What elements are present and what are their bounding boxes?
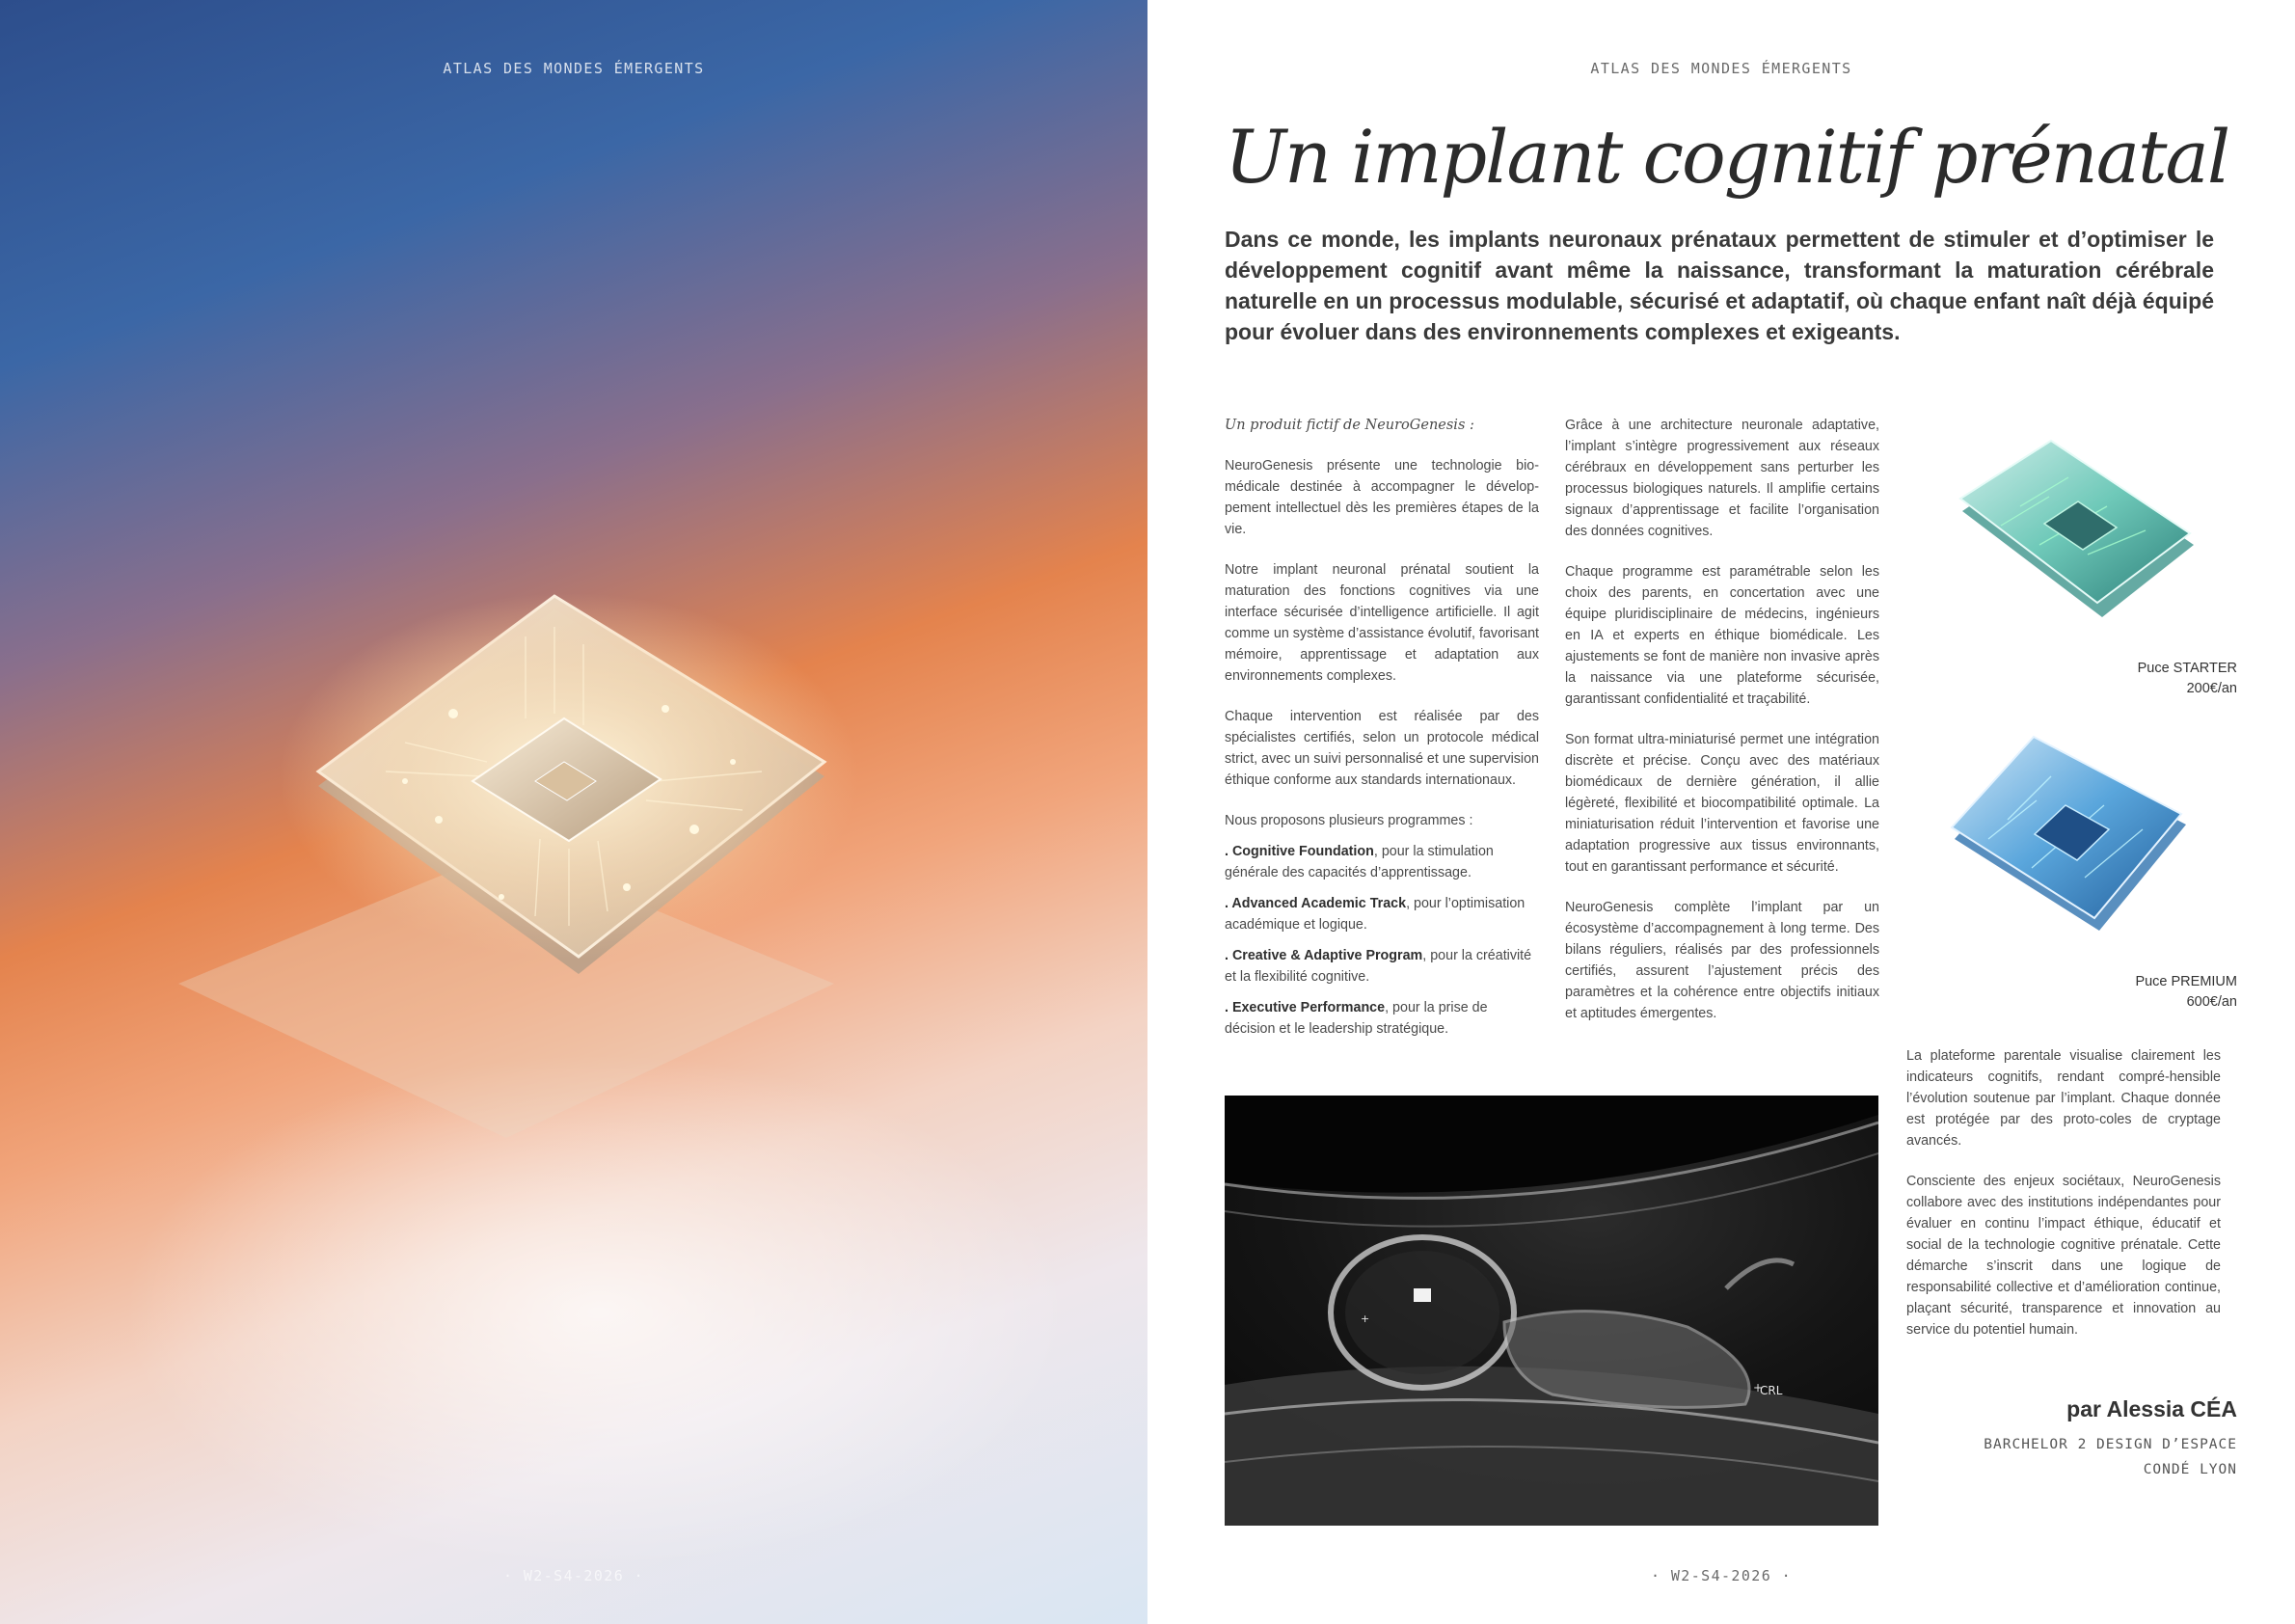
- right-running-head: ATLAS DES MONDES ÉMERGENTS: [1590, 60, 1852, 77]
- program-item: [1225, 841, 1539, 883]
- ultrasound-image: [1225, 1096, 1878, 1526]
- starter-price: 200€/an: [2186, 681, 2237, 696]
- program-desc: , pour la stimulation générale des capacités d’apprentissage.: [1225, 844, 1494, 880]
- article-lead: Dans ce monde, les implants neuronaux prénataux permettent de stimuler et d’optimiser le développement cognitif avant même la naissance, transformant la maturation cérébrale naturelle en un processus modulable, sécurisé et adaptatif, où chaque enfant naît déjà équipé pour évoluer dans des environnements complexes et exigeants.: [1225, 227, 2214, 344]
- program-desc: , pour l’optimisation académique et logique.: [1225, 896, 1526, 933]
- author-program: BARCHELOR 2 DESIGN D’ESPACE: [1984, 1437, 2237, 1452]
- right-folio: · W2-S4-2026 ·: [1650, 1567, 1793, 1584]
- starter-caption: [2138, 659, 2237, 699]
- col1-paragraph-1: NeuroGenesis présente une technologie bio-médicale destinée à accompagner le dévelop-pement intellectuel dès les premières étapes de la vie.: [1225, 458, 1539, 537]
- program-name: . Creative & Adaptive Program: [1225, 948, 1423, 963]
- col1-paragraph-4: Nous proposons plusieurs programmes :: [1225, 813, 1473, 828]
- program-item: [1225, 945, 1539, 988]
- program-name: . Cognitive Foundation: [1225, 844, 1374, 859]
- article-title: Un implant cognitif prénatal: [1225, 114, 2229, 200]
- column-2: [1565, 415, 1879, 1043]
- col1-paragraph-3: Chaque intervention est réalisée par des spécialistes certifiés, selon un protocole médical strict, avec un suivi personnalisé et une supervision éthique conforme aux standards internationaux.: [1225, 709, 1539, 788]
- col3-paragraph-1: La plateforme parentale visualise clairement les indicateurs cognitifs, rendant compré-hensible l’évolution soutenue par l’implant. Chaque donnée est protégée par des proto-coles de cryptage avancés.: [1906, 1048, 2221, 1149]
- col1-paragraph-2: Notre implant neuronal prénatal soutient la maturation des fonctions cognitives via une interface sécurisée d’intelligence artificielle. Il agit comme un système d’assistance évolutif, favorisant mémoire, apprentissage et adaptation aux environnements complexes.: [1225, 562, 1539, 684]
- left-running-head: ATLAS DES MONDES ÉMERGENTS: [443, 60, 705, 77]
- premium-price: 600€/an: [2186, 994, 2237, 1010]
- col2-paragraph-4: NeuroGenesis complète l’implant par un écosystème d’accompagnement à long terme. Des bilans réguliers, réalisés par des professionnels certifiés, assurent l’ajustement précis des paramètres et la cohérence entre objectifs initiaux et aptitudes émergentes.: [1565, 900, 1879, 1021]
- author-school: CONDÉ LYON: [2143, 1462, 2237, 1477]
- svg-text:+: +: [1361, 1313, 1370, 1325]
- program-name: . Executive Performance: [1225, 1000, 1386, 1015]
- program-name: . Advanced Academic Track: [1225, 896, 1407, 911]
- left-folio: · W2-S4-2026 ·: [502, 1567, 645, 1584]
- starter-chip-illustration: [1943, 439, 2203, 632]
- author-name: par Alessia CÉA: [2066, 1396, 2237, 1421]
- right-page: [1148, 0, 2295, 1624]
- program-item: [1225, 997, 1539, 1040]
- starter-name: Puce STARTER: [2137, 661, 2237, 676]
- col2-paragraph-2: Chaque programme est paramétrable selon les choix des parents, en concertation avec une équipe pluridisciplinaire de médecins, ingénieurs en IA et experts en éthique biomédicale. Les ajustements se font de manière non invasive après la naissance via une plateforme sécurisée, garantissant confidentialité et traçabilité.: [1565, 564, 1879, 707]
- column-1: [1225, 415, 1539, 1049]
- program-desc: , pour la prise de décision et le leadership stratégique.: [1225, 1000, 1488, 1037]
- program-desc: , pour la créativité et la flexibilité cognitive.: [1225, 948, 1532, 985]
- ultrasound-crl-label: CRL: [1760, 1384, 1783, 1397]
- program-item: [1225, 893, 1539, 935]
- column-subtitle: Un produit fictif de NeuroGenesis :: [1225, 418, 1474, 433]
- col3-paragraph-2: Consciente des enjeux sociétaux, NeuroGenesis collabore avec des institutions indépendantes pour évaluer en continu l’impact éthique, éducatif et social de la technologie cognitive prénatale. Cette démarche s’inscrit dans une logique de responsabilité collective et d’amélioration continue, plaçant sécurité, transparence et innovation au service du potentiel humain.: [1906, 1174, 2221, 1338]
- col2-paragraph-1: Grâce à une architecture neuronale adaptative, l’implant s’intègre progressivement aux réseaux cérébraux en développement sans perturber les processus biologiques naturels. Il amplifie certains signaux d’apprentissage et facilite l’organisation des données cognitives.: [1565, 418, 1879, 539]
- column-3: [1906, 1045, 2221, 1360]
- premium-chip-illustration: [1940, 733, 2200, 940]
- col2-paragraph-3: Son format ultra-miniaturisé permet une intégration discrète et précise. Conçu avec des matériaux biomédicaux de dernière génération, il allie légèreté, flexibilité et biocompatibilité optimale. La miniaturisation réduit l’intervention et favorise une adaptation progressive aux tissus environnants, tout en garantissant performance et sécurité.: [1565, 732, 1879, 875]
- author-block: [1984, 1396, 2237, 1482]
- svg-text:+: +: [1753, 1381, 1764, 1394]
- premium-caption: [2135, 972, 2237, 1013]
- premium-name: Puce PREMIUM: [2135, 974, 2237, 989]
